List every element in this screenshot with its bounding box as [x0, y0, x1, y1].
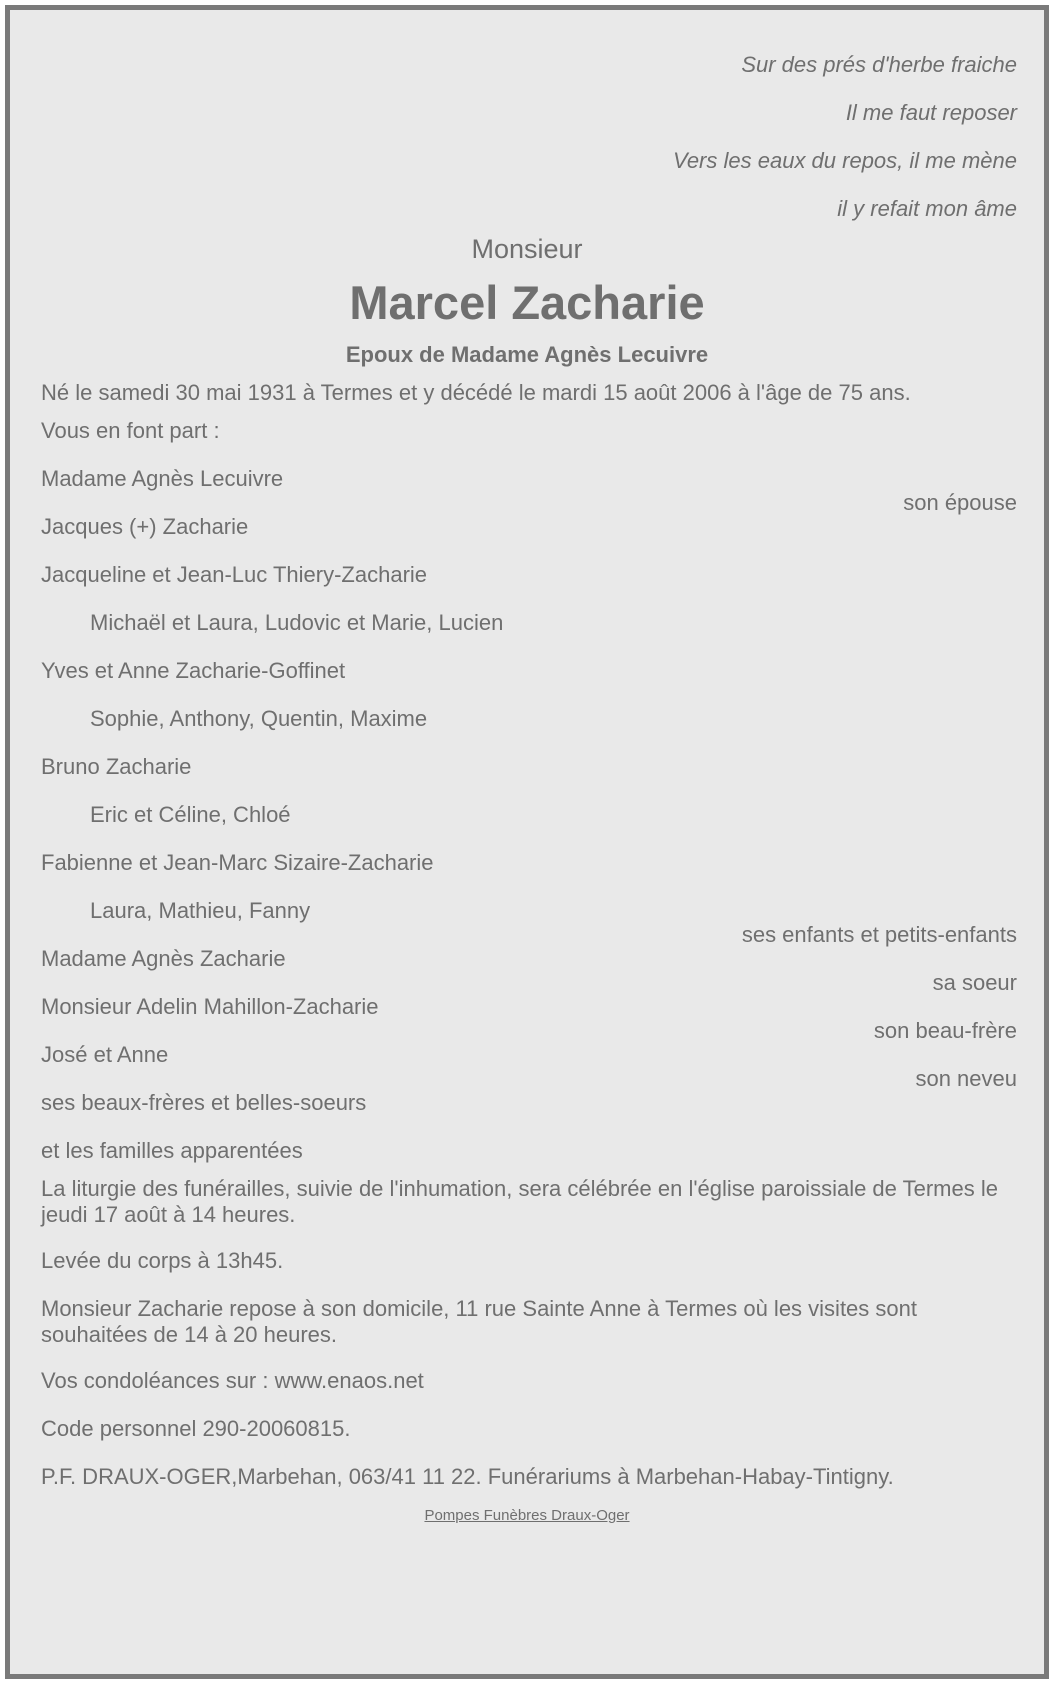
grandchildren-line: Michaël et Laura, Ludovic et Marie, Lucien: [90, 610, 504, 635]
obituary-card: [5, 5, 1049, 1679]
grandchildren-line: Laura, Mathieu, Fanny: [90, 898, 311, 923]
visitation-info: Monsieur Zacharie repose à son domicile, 11 rue Sainte Anne à Termes où les visites sont souhaitées de 14 à 20 heures.: [41, 1296, 917, 1347]
family-member: Madame Agnès Zacharie: [41, 946, 286, 971]
family-member: Fabienne et Jean-Marc Sizaire-Zacharie: [41, 850, 434, 875]
funeral-home-contact: P.F. DRAUX-OGER,Marbehan, 063/41 11 22. Funérariums à Marbehan-Habay-Tintigny.: [41, 1464, 894, 1489]
family-member: José et Anne: [41, 1042, 169, 1067]
personal-code: Code personnel 290-20060815.: [41, 1416, 351, 1441]
funeral-info: La liturgie des funérailles, suivie de l'inhumation, sera célébrée en l'église paroissiale de Termes le jeudi 17 août à 14 heures.: [41, 1176, 998, 1227]
condolences-line: Vos condoléances sur : www.enaos.net: [41, 1368, 424, 1393]
relation-label: son neveu: [915, 1066, 1017, 1091]
family-member: Jacques (+) Zacharie: [41, 514, 249, 539]
relation-label: ses enfants et petits-enfants: [741, 922, 1017, 947]
deceased-name: Marcel Zacharie: [349, 276, 705, 329]
poem-line-1: Sur des prés d'herbe fraiche: [741, 52, 1017, 77]
funeral-home-link[interactable]: Pompes Funèbres Draux-Oger: [424, 1507, 630, 1524]
grandchildren-line: Eric et Céline, Chloé: [90, 802, 291, 827]
relation-label: son beau-frère: [873, 1018, 1017, 1043]
family-member: Monsieur Adelin Mahillon-Zacharie: [41, 994, 379, 1019]
birth-death-line: Né le samedi 30 mai 1931 à Termes et y décédé le mardi 15 août 2006 à l'âge de 75 ans.: [41, 380, 911, 405]
poem-line-3: Vers les eaux du repos, il me mène: [672, 148, 1017, 173]
family-member: Madame Agnès Lecuivre: [41, 466, 284, 491]
family-member: Jacqueline et Jean-Luc Thiery-Zacharie: [41, 562, 428, 587]
family-member: et les familles apparentées: [41, 1138, 303, 1163]
salutation: Monsieur: [471, 234, 583, 264]
poem-line-4: il y refait mon âme: [837, 196, 1017, 221]
intro-line: Vous en font part :: [41, 418, 220, 443]
poem-line-2: Il me faut reposer: [845, 100, 1017, 125]
family-member: ses beaux-frères et belles-soeurs: [41, 1090, 367, 1115]
body-lifting-time: Levée du corps à 13h45.: [41, 1248, 284, 1273]
family-member: Bruno Zacharie: [41, 754, 192, 779]
grandchildren-line: Sophie, Anthony, Quentin, Maxime: [90, 706, 428, 731]
relation-label: son épouse: [903, 490, 1017, 515]
relation-label: sa soeur: [932, 970, 1017, 995]
family-member: Yves et Anne Zacharie-Goffinet: [41, 658, 346, 683]
spouse-line: Epoux de Madame Agnès Lecuivre: [345, 342, 709, 367]
